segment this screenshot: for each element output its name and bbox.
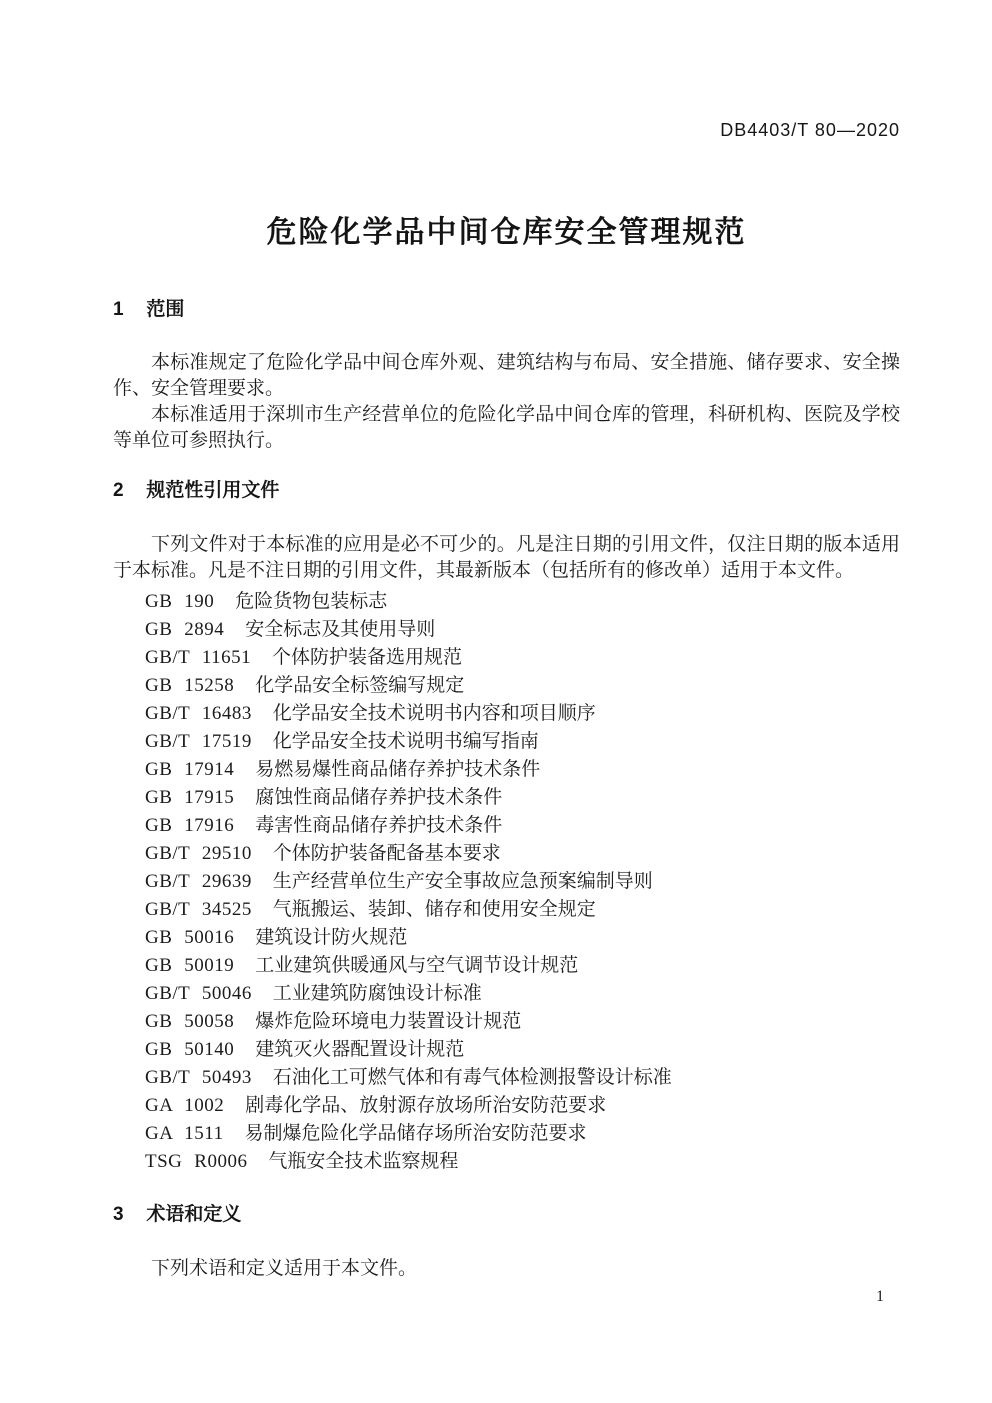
reference-item: [145, 1120, 900, 1148]
reference-title: 剧毒化学品、放射源存放场所治安防范要求: [245, 1095, 607, 1116]
reference-title: 气瓶搬运、装卸、储存和使用安全规定: [272, 899, 596, 920]
reference-item: [145, 952, 900, 980]
section-scope: [113, 297, 900, 454]
reference-code: GB 190: [145, 591, 215, 612]
reference-title: 工业建筑防腐蚀设计标准: [272, 983, 482, 1004]
reference-title: 易制爆危险化学品储存场所治安防范要求: [244, 1123, 587, 1144]
section-number: 3: [113, 1204, 124, 1225]
doc-number: DB4403/T 80—2020: [720, 120, 900, 140]
page-number: 1: [876, 1288, 884, 1305]
reference-code: GB 2894: [145, 619, 225, 640]
reference-code: GB 17915: [145, 787, 235, 808]
paragraph-terms-1: 下列术语和定义适用于本文件。: [151, 1258, 418, 1279]
reference-title: 个体防护装备选用规范: [272, 647, 463, 668]
section-heading-label: 范围: [146, 299, 185, 320]
reference-code: TSG R0006: [145, 1151, 248, 1172]
section-scope-heading: [113, 297, 900, 323]
reference-item: [145, 896, 900, 924]
reference-item: [145, 1036, 900, 1064]
reference-title: 生产经营单位生产安全事故应急预案编制导则: [272, 871, 653, 892]
reference-item: [145, 672, 900, 700]
reference-item: [145, 1148, 900, 1176]
reference-item: [145, 728, 900, 756]
paragraph-scope-1: 本标准规定了危险化学品中间仓库外观、建筑结构与布局、安全措施、储存要求、安全操作、安全管理要求。: [113, 352, 900, 399]
reference-item: [145, 616, 900, 644]
reference-item: [145, 1092, 900, 1120]
reference-code: GB/T 50493: [145, 1067, 252, 1088]
references-list: [113, 588, 900, 1176]
reference-item: [145, 924, 900, 952]
reference-code: GB 17914: [145, 759, 235, 780]
reference-code: GB 15258: [145, 675, 235, 696]
section-number: 1: [113, 299, 124, 320]
reference-title: 气瓶安全技术监察规程: [268, 1151, 459, 1172]
reference-title: 建筑灭火器配置设计规范: [255, 1039, 465, 1060]
reference-title: 毒害性商品储存养护技术条件: [255, 815, 503, 836]
reference-title: 安全标志及其使用导则: [245, 619, 436, 640]
reference-title: 石油化工可燃气体和有毒气体检测报警设计标准: [272, 1067, 672, 1088]
reference-title: 易燃易爆性商品储存养护技术条件: [255, 759, 541, 780]
reference-item: [145, 588, 900, 616]
reference-item: [145, 1064, 900, 1092]
reference-item: [145, 644, 900, 672]
section-terms-heading: [113, 1202, 900, 1228]
reference-item: [145, 784, 900, 812]
reference-title: 化学品安全技术说明书内容和项目顺序: [272, 703, 596, 724]
paragraph-references-intro: 下列文件对于本标准的应用是必不可少的。凡是注日期的引用文件，仅注日期的版本适用于本标准。凡是不注日期的引用文件，其最新版本（包括所有的修改单）适用于本文件。: [113, 534, 900, 581]
reference-code: GB/T 29510: [145, 843, 252, 864]
reference-item: [145, 756, 900, 784]
section-number: 2: [113, 480, 124, 501]
reference-title: 化学品安全技术说明书编写指南: [272, 731, 539, 752]
section-references-heading: [113, 478, 900, 504]
reference-title: 建筑设计防火规范: [255, 927, 408, 948]
reference-code: GA 1511: [145, 1123, 224, 1144]
reference-code: GB 50016: [145, 927, 235, 948]
reference-code: GB/T 16483: [145, 703, 252, 724]
reference-title: 工业建筑供暖通风与空气调节设计规范: [255, 955, 579, 976]
reference-code: GB 50140: [145, 1039, 235, 1060]
section-references: [113, 478, 900, 1176]
reference-title: 危险货物包装标志: [235, 591, 388, 612]
reference-code: GB/T 29639: [145, 871, 252, 892]
reference-code: GB 50058: [145, 1011, 235, 1032]
reference-code: GB/T 11651: [145, 647, 252, 668]
reference-item: [145, 868, 900, 896]
reference-code: GB 17916: [145, 815, 235, 836]
section-heading-label: 规范性引用文件: [146, 480, 280, 501]
reference-code: GB/T 50046: [145, 983, 252, 1004]
reference-title: 化学品安全标签编写规定: [255, 675, 465, 696]
reference-code: GB/T 17519: [145, 731, 252, 752]
reference-item: [145, 1008, 900, 1036]
section-heading-label: 术语和定义: [146, 1204, 242, 1225]
reference-item: [145, 980, 900, 1008]
reference-item: [145, 840, 900, 868]
reference-code: GA 1002: [145, 1095, 225, 1116]
reference-item: [145, 812, 900, 840]
reference-code: GB 50019: [145, 955, 235, 976]
reference-item: [145, 700, 900, 728]
reference-title: 腐蚀性商品储存养护技术条件: [255, 787, 503, 808]
doc-title: 危险化学品中间仓库安全管理规范: [266, 216, 747, 249]
section-terms: [113, 1202, 900, 1282]
reference-title: 个体防护装备配备基本要求: [272, 843, 501, 864]
paragraph-scope-2: 本标准适用于深圳市生产经营单位的危险化学品中间仓库的管理，科研机构、医院及学校等单位可参照执行。: [113, 404, 900, 451]
reference-code: GB/T 34525: [145, 899, 252, 920]
reference-title: 爆炸危险环境电力装置设计规范: [255, 1011, 522, 1032]
